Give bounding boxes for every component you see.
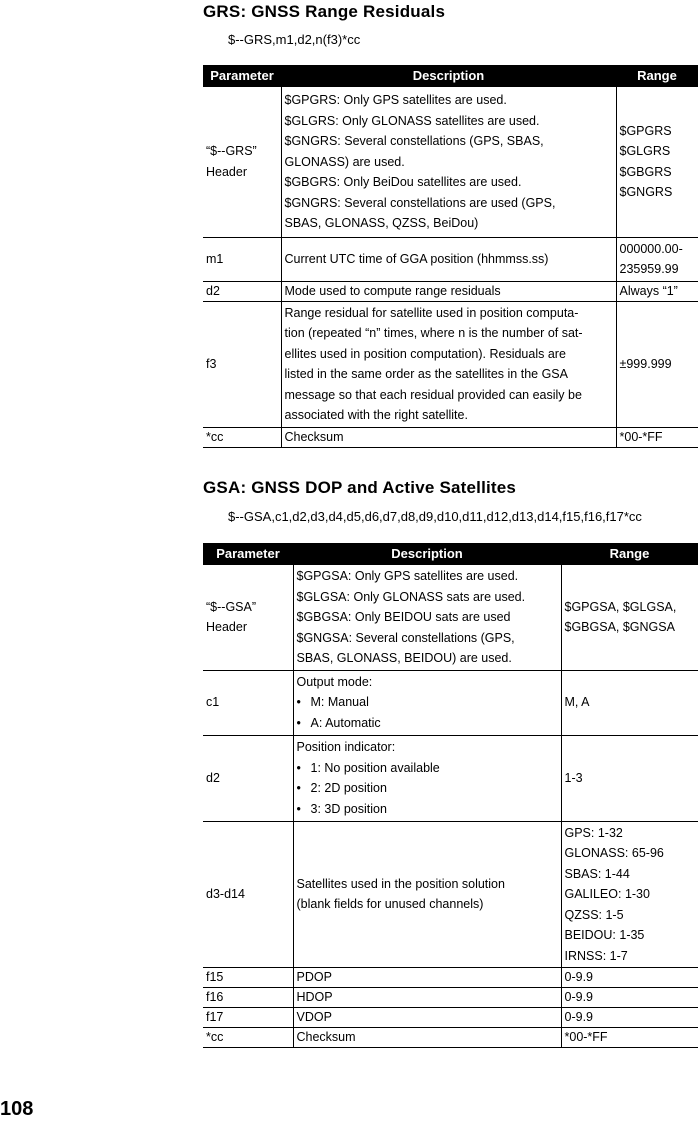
cell-line: Range residual for satellite used in position computa- [284, 305, 579, 320]
header-parameter: Parameter [203, 543, 293, 565]
cell-line: IRNSS: 1-7 [564, 948, 628, 963]
bullet-item: • M: Manual [309, 692, 558, 713]
cell-line: Header [206, 620, 247, 635]
table-header-row [203, 543, 698, 565]
table-row [203, 301, 698, 427]
cell-line: Current UTC time of GGA position (hhmmss.ss) [284, 251, 549, 266]
cell-line: $GPGSA: Only GPS satellites are used. [296, 569, 519, 583]
cell-line: (blank fields for unused channels) [296, 897, 484, 912]
param-cell [203, 670, 293, 735]
header-description: Description [281, 65, 616, 87]
table-row [203, 821, 698, 968]
cell-line: c1 [206, 695, 220, 710]
gsa-section-title: GSA: GNSS DOP and Active Satellites [203, 478, 517, 497]
description-cell [293, 968, 561, 988]
cell-line: d3-d14 [206, 887, 245, 901]
cell-line: $GPGSA, $GLGSA, [564, 599, 677, 614]
cell-line: GLONASS) are used. [284, 154, 405, 169]
cell-line: GPS: 1-32 [564, 825, 623, 840]
range-cell [616, 427, 698, 447]
cell-line: 235959.99 [619, 262, 679, 276]
description-cell [281, 301, 616, 427]
cell-line: ±999.999 [619, 356, 672, 371]
param-cell [203, 237, 281, 281]
cell-line: $GLGRS: Only GLONASS satellites are used. [284, 113, 540, 128]
cell-line: ellites used in position computation). Residuals are [284, 346, 566, 361]
range-cell [561, 670, 698, 735]
range-cell [561, 565, 698, 670]
description-cell [293, 670, 561, 735]
table-row [203, 565, 698, 670]
cell-line: $GNGSA: Several constellations (GPS, [296, 630, 515, 645]
table-row [203, 735, 698, 821]
grs-table [203, 65, 698, 448]
description-cell [293, 821, 561, 968]
description-cell [281, 87, 616, 237]
description-cell [281, 427, 616, 447]
table-row [203, 237, 698, 281]
cell-line: m1 [206, 251, 224, 266]
range-cell [561, 735, 698, 821]
cell-line: $GLGSA: Only GLONASS sats are used. [296, 589, 526, 604]
cell-line: *cc [206, 1030, 224, 1044]
cell-line: Always “1” [619, 283, 678, 298]
bullet-item: • 2: 2D position [309, 778, 558, 799]
cell-line: $GNGRS: Several constellations are used (GPS, [284, 195, 556, 210]
range-cell [616, 237, 698, 281]
cell-line: 0-9.9 [564, 1010, 593, 1024]
table-row [203, 427, 698, 447]
cell-line: BEIDOU: 1-35 [564, 928, 645, 942]
cell-line: SBAS: 1-44 [564, 866, 630, 881]
bullet-list [297, 758, 558, 820]
table-row [203, 988, 698, 1008]
bullet-item: • 3: 3D position [309, 799, 558, 820]
cell-line: Satellites used in the position solution [296, 876, 505, 891]
range-cell [561, 1008, 698, 1028]
cell-line: HDOP [296, 990, 333, 1004]
description-cell [293, 565, 561, 670]
cell-line: $GNGRS: Several constellations (GPS, SBAS, [284, 134, 544, 148]
cell-line: f15 [206, 970, 224, 984]
param-cell [203, 735, 293, 821]
cell-line: 0-9.9 [564, 970, 593, 984]
cell-line: d2 [206, 770, 220, 785]
header-parameter: Parameter [203, 65, 281, 87]
cell-line: “$--GSA” [206, 599, 256, 614]
cell-line: $GBGRS [619, 164, 672, 179]
cell-line: SBAS, GLONASS, BEIDOU) are used. [296, 651, 512, 665]
cell-line: Header [206, 164, 247, 179]
cell-line: f16 [206, 990, 224, 1004]
range-cell [561, 968, 698, 988]
cell-line: Mode used to compute range residuals [284, 283, 501, 298]
cell-line: d2 [206, 283, 220, 298]
cell-line: 000000.00- [619, 241, 683, 256]
param-cell [203, 1028, 293, 1048]
cell-line: 1-3 [564, 770, 583, 785]
cell-line: *cc [206, 429, 224, 444]
cell-line: *00-*FF [619, 429, 663, 444]
range-cell [561, 821, 698, 968]
bullet-item: • A: Automatic [309, 713, 558, 734]
cell-line: tion (repeated “n” times, where n is the number of sat- [284, 326, 583, 340]
cell-line: f3 [206, 356, 217, 371]
range-cell [616, 301, 698, 427]
range-cell [616, 281, 698, 301]
cell-line: *00-*FF [564, 1030, 608, 1044]
bullet-item: • 1: No position available [309, 758, 558, 779]
param-cell [203, 427, 281, 447]
gsa-table [203, 543, 698, 1048]
description-cell [293, 1028, 561, 1048]
cell-line: PDOP [296, 970, 332, 984]
header-range: Range [561, 543, 698, 565]
cell-line: Checksum [296, 1030, 356, 1044]
description-cell [293, 988, 561, 1008]
cell-line: f17 [206, 1010, 224, 1024]
cell-line: $GBGSA, $GNGSA [564, 620, 675, 635]
description-cell [281, 281, 616, 301]
param-cell [203, 301, 281, 427]
param-cell [203, 821, 293, 968]
cell-line: $GPGRS [619, 123, 672, 138]
cell-line: Output mode: [296, 674, 373, 689]
table-row [203, 968, 698, 988]
param-cell [203, 281, 281, 301]
table-row [203, 1008, 698, 1028]
cell-line: “$--GRS” [206, 144, 257, 159]
cell-line: 0-9.9 [564, 990, 593, 1004]
cell-line: associated with the right satellite. [284, 408, 468, 422]
range-cell [561, 1028, 698, 1048]
cell-line: $GLGRS [619, 144, 671, 159]
table-row [203, 281, 698, 301]
description-cell [293, 735, 561, 821]
grs-section-title: GRS: GNSS Range Residuals [203, 2, 446, 21]
header-description: Description [293, 543, 561, 565]
bullet-list [297, 692, 558, 733]
page-number: 108 [0, 1098, 34, 1120]
cell-line: Checksum [284, 429, 344, 444]
table-header-row [203, 65, 698, 87]
cell-line: $GNGRS [619, 185, 673, 200]
cell-line: M, A [564, 695, 590, 710]
description-cell [281, 237, 616, 281]
cell-line: SBAS, GLONASS, QZSS, BeiDou) [284, 216, 479, 230]
cell-line: VDOP [296, 1010, 332, 1024]
cell-line: Position indicator: [296, 740, 396, 754]
cell-line: $GPGRS: Only GPS satellites are used. [284, 93, 507, 107]
gsa-syntax: $--GSA,c1,d2,d3,d4,d5,d6,d7,d8,d9,d10,d11,d12,d13,d14,f15,f16,f17*cc [228, 509, 642, 524]
cell-line: $GBGSA: Only BEIDOU sats are used [296, 610, 511, 624]
cell-line: $GBGRS: Only BeiDou satellites are used. [284, 175, 522, 189]
header-range: Range [616, 65, 698, 87]
table-row [203, 87, 698, 237]
description-cell [293, 1008, 561, 1028]
table-row [203, 670, 698, 735]
table-row [203, 1028, 698, 1048]
param-cell [203, 988, 293, 1008]
param-cell [203, 1008, 293, 1028]
param-cell [203, 87, 281, 237]
cell-line: listed in the same order as the satellites in the GSA [284, 367, 568, 381]
cell-line: GALILEO: 1-30 [564, 887, 650, 901]
param-cell [203, 565, 293, 670]
param-cell [203, 968, 293, 988]
range-cell [616, 87, 698, 237]
range-cell [561, 988, 698, 1008]
grs-syntax: $--GRS,m1,d2,n(f3)*cc [228, 32, 361, 47]
cell-line: GLONASS: 65-96 [564, 846, 664, 860]
cell-line: message so that each residual provided can easily be [284, 387, 582, 402]
cell-line: QZSS: 1-5 [564, 907, 624, 922]
